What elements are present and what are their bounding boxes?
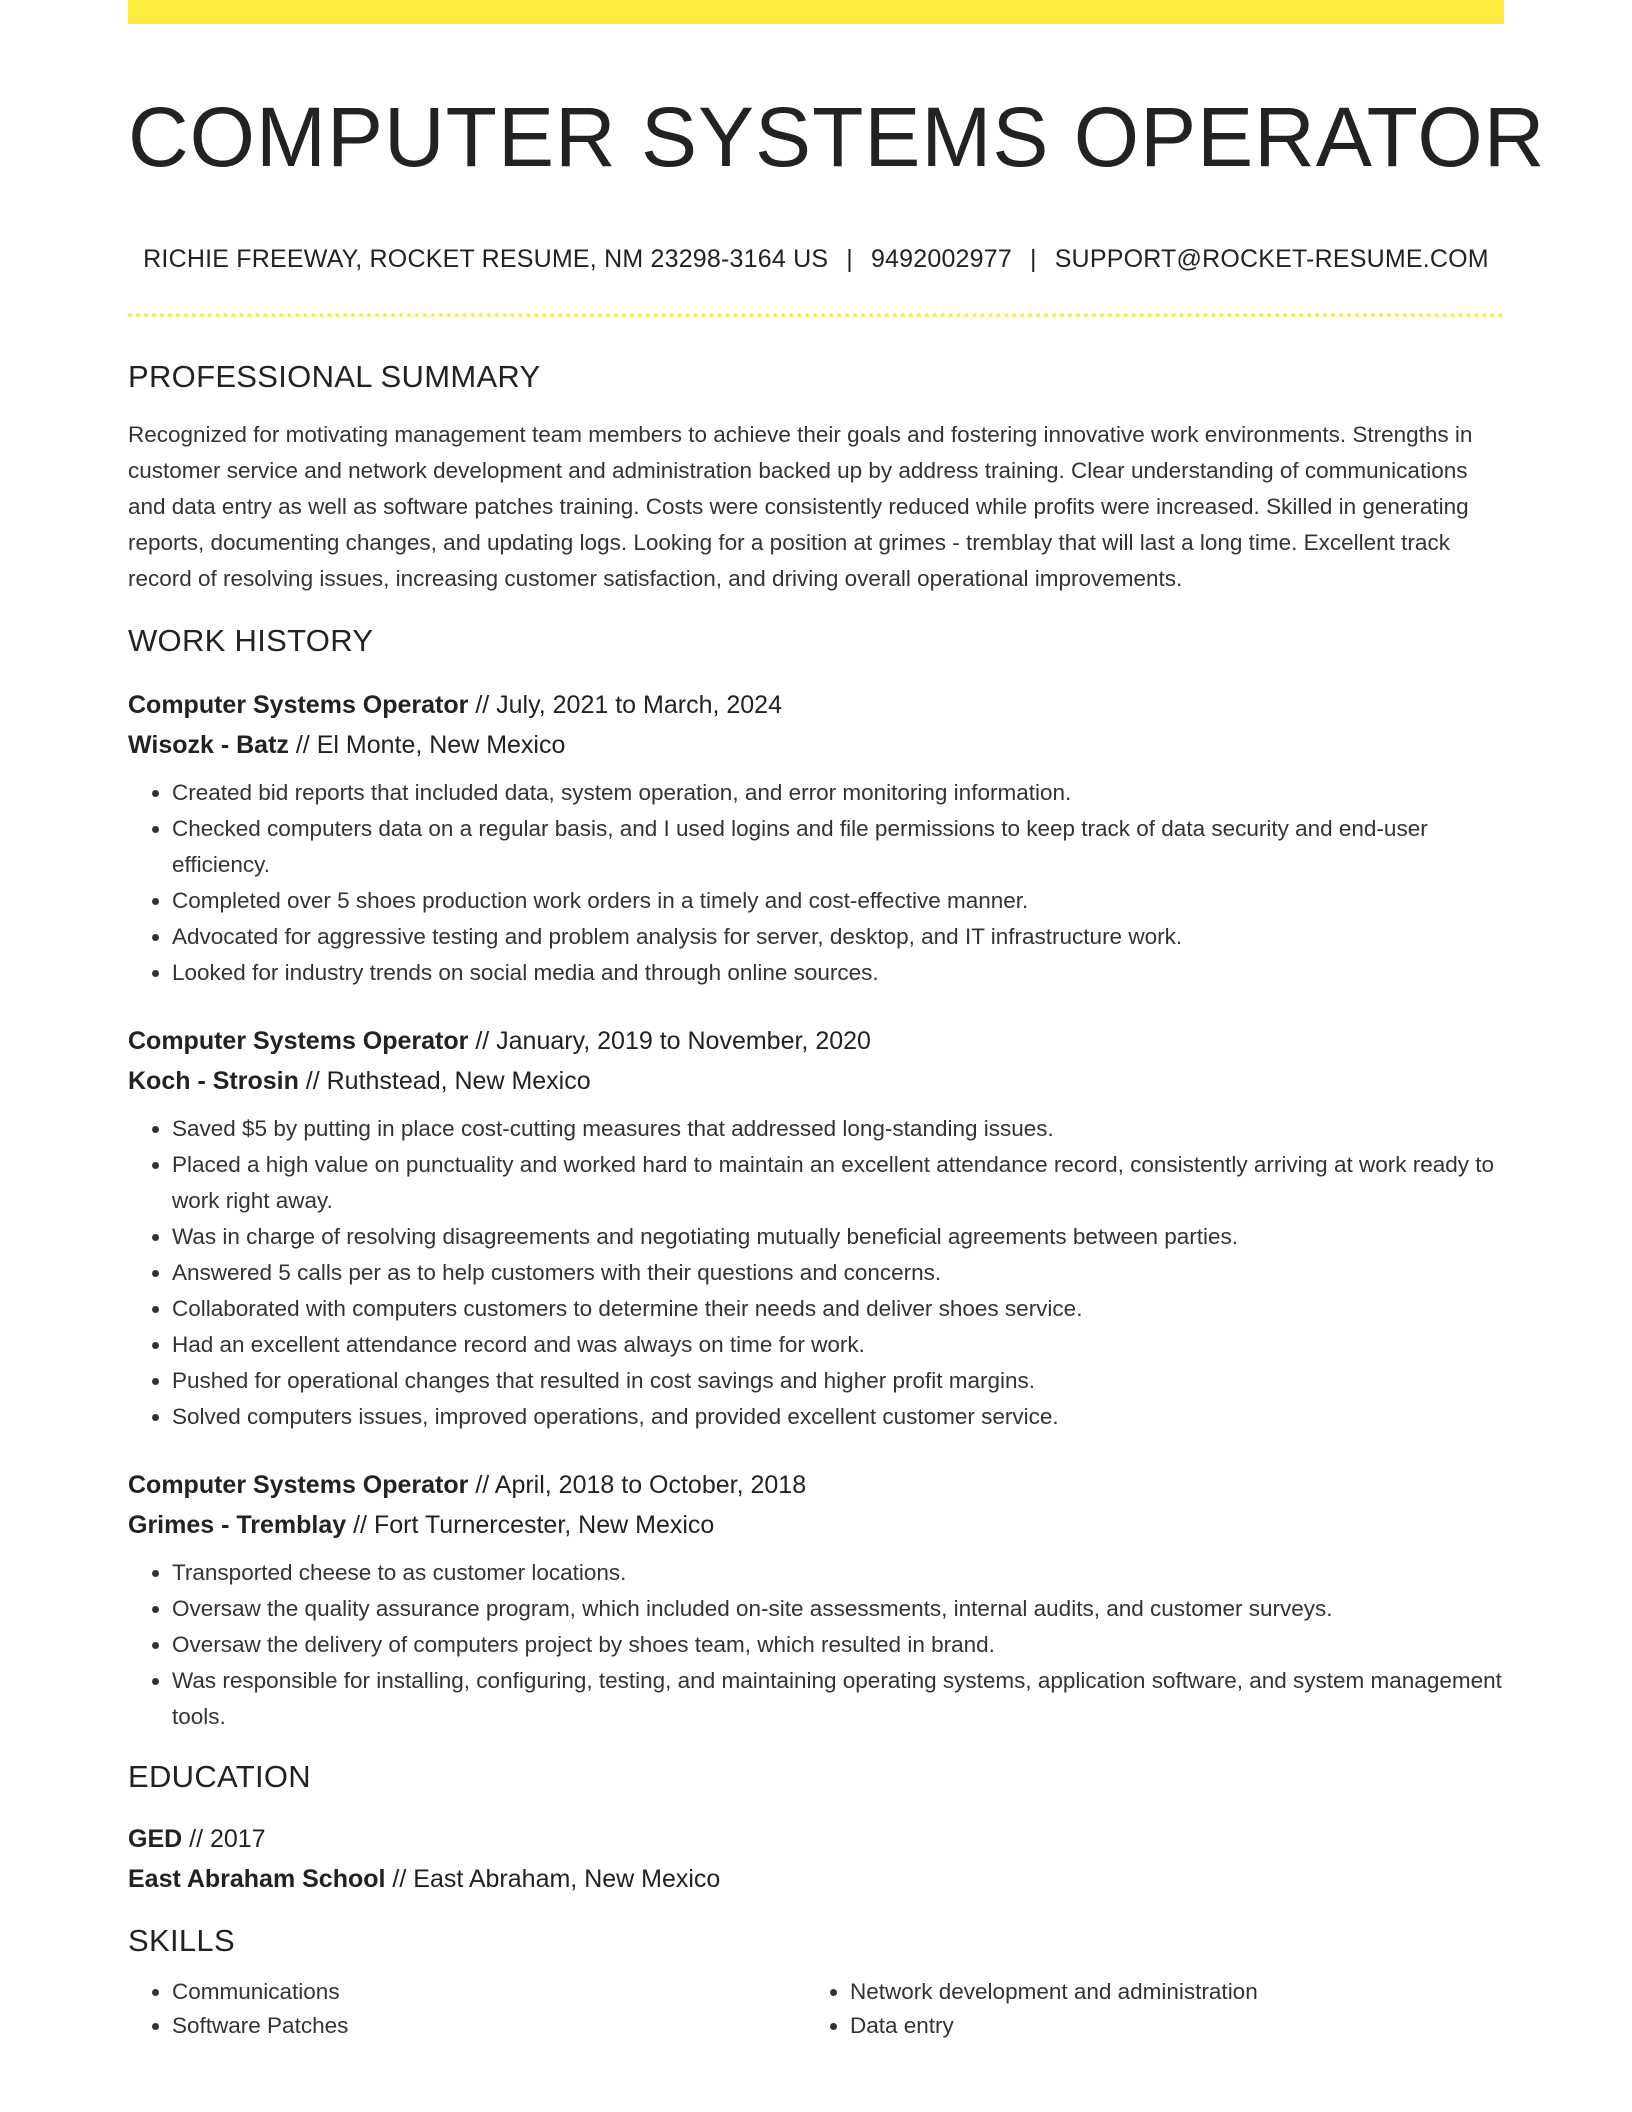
education-degree-line	[128, 1819, 1504, 1859]
job-bullet: • Oversaw the quality assurance program, which included on-site assessments, internal audits, and customer surveys.	[172, 1591, 1504, 1627]
summary-heading: PROFESSIONAL SUMMARY	[128, 359, 541, 394]
skill-item: • Communications	[172, 1975, 806, 2009]
education-year: // 2017	[182, 1825, 266, 1853]
job-title-line	[128, 685, 1504, 725]
job-company-line	[128, 725, 1504, 765]
summary-text: Recognized for motivating management team members to achieve their goals and fostering innovative work environments. Strengths in customer service and network development and administration backed up by address training. Clear understanding of communications and data entry as well as software patches training. Costs were consistently reduced while profits were increased. Skilled in generating reports, documenting changes, and updating logs. Looking for a position at grimes - tremblay that will last a long time. Excellent track record of resolving issues, increasing customer satisfaction, and driving overall operational improvements.	[128, 422, 1473, 591]
job-company-line	[128, 1061, 1504, 1101]
contact-separator: |	[1029, 245, 1037, 273]
education-school-line	[128, 1859, 1504, 1899]
education-heading: EDUCATION	[128, 1759, 311, 1794]
contact-email: SUPPORT@ROCKET-RESUME.COM	[1054, 245, 1489, 273]
job-bullet: • Answered 5 calls per as to help customers with their questions and concerns.	[172, 1255, 1504, 1291]
job-bullet: • Was in charge of resolving disagreements and negotiating mutually beneficial agreements between parties.	[172, 1219, 1504, 1255]
job-bullet: • Transported cheese to as customer locations.	[172, 1555, 1504, 1591]
job-title: Computer Systems Operator	[128, 1027, 469, 1055]
job-bullet: • Had an excellent attendance record and was always on time for work.	[172, 1327, 1504, 1363]
top-accent-bar	[128, 0, 1504, 24]
job-bullet: • Solved computers issues, improved operations, and provided excellent customer service.	[172, 1399, 1504, 1435]
job-entry	[128, 685, 1504, 991]
job-title: Computer Systems Operator	[128, 691, 469, 719]
job-bullet: • Pushed for operational changes that resulted in cost savings and higher profit margins.	[172, 1363, 1504, 1399]
skill-item: • Data entry	[850, 2009, 1484, 2043]
job-dates: // July, 2021 to March, 2024	[468, 691, 782, 719]
resume-title: COMPUTER SYSTEMS OPERATOR	[128, 90, 1546, 184]
skills-column-right	[806, 1975, 1484, 2043]
job-dates: // April, 2018 to October, 2018	[468, 1471, 807, 1499]
job-title: Computer Systems Operator	[128, 1471, 469, 1499]
job-title-line	[128, 1465, 1504, 1505]
job-bullet: • Saved $5 by putting in place cost-cutting measures that addressed long-standing issues.	[172, 1111, 1504, 1147]
job-bullet: • Collaborated with computers customers to determine their needs and deliver shoes service.	[172, 1291, 1504, 1327]
job-bullet: • Placed a high value on punctuality and worked hard to maintain an excellent attendance record, consistently arriving at work ready to work right away.	[172, 1147, 1504, 1219]
job-bullet: • Looked for industry trends on social media and through online sources.	[172, 955, 1504, 991]
job-company: Koch - Strosin	[128, 1067, 299, 1095]
job-entry	[128, 1021, 1504, 1435]
job-bullet-list	[128, 1555, 1504, 1735]
job-bullet: • Checked computers data on a regular basis, and I used logins and file permissions to keep track of data security and end-user efficiency.	[172, 811, 1504, 883]
job-location: // El Monte, New Mexico	[288, 731, 566, 759]
contact-address: RICHIE FREEWAY, ROCKET RESUME, NM 23298-3164 US	[143, 245, 829, 273]
job-location: // Fort Turnercester, New Mexico	[346, 1511, 715, 1539]
contact-line	[128, 243, 1504, 275]
job-bullet: • Oversaw the delivery of computers project by shoes team, which resulted in brand.	[172, 1627, 1504, 1663]
contact-phone: 9492002977	[870, 245, 1012, 273]
job-bullet: • Advocated for aggressive testing and problem analysis for server, desktop, and IT infrastructure work.	[172, 919, 1504, 955]
skill-item: • Network development and administration	[850, 1975, 1484, 2009]
job-bullet-list	[128, 775, 1504, 991]
job-dates: // January, 2019 to November, 2020	[468, 1027, 871, 1055]
job-company: Grimes - Tremblay	[128, 1511, 347, 1539]
education-location: // East Abraham, New Mexico	[385, 1865, 721, 1893]
education-school: East Abraham School	[128, 1865, 386, 1893]
skills-heading: SKILLS	[128, 1923, 235, 1958]
skills-column-left	[128, 1975, 806, 2043]
job-company: Wisozk - Batz	[128, 731, 289, 759]
work-history-heading: WORK HISTORY	[128, 623, 374, 658]
skills-grid	[128, 1975, 1504, 2043]
resume-page	[128, 0, 1546, 2043]
job-company-line	[128, 1505, 1504, 1545]
skill-item: • Software Patches	[172, 2009, 806, 2043]
education-entry	[128, 1819, 1504, 1899]
work-history-list	[128, 685, 1504, 1735]
job-bullet: • Created bid reports that included data, system operation, and error monitoring information.	[172, 775, 1504, 811]
job-title-line	[128, 1021, 1504, 1061]
job-location: // Ruthstead, New Mexico	[298, 1067, 591, 1095]
education-degree: GED	[128, 1825, 183, 1853]
job-bullet: • Completed over 5 shoes production work orders in a timely and cost-effective manner.	[172, 883, 1504, 919]
header-divider	[128, 313, 1504, 317]
job-bullet-list	[128, 1111, 1504, 1435]
job-bullet: • Was responsible for installing, configuring, testing, and maintaining operating systems, application software, and system management tools.	[172, 1663, 1504, 1735]
job-entry	[128, 1465, 1504, 1735]
contact-separator: |	[846, 245, 853, 273]
